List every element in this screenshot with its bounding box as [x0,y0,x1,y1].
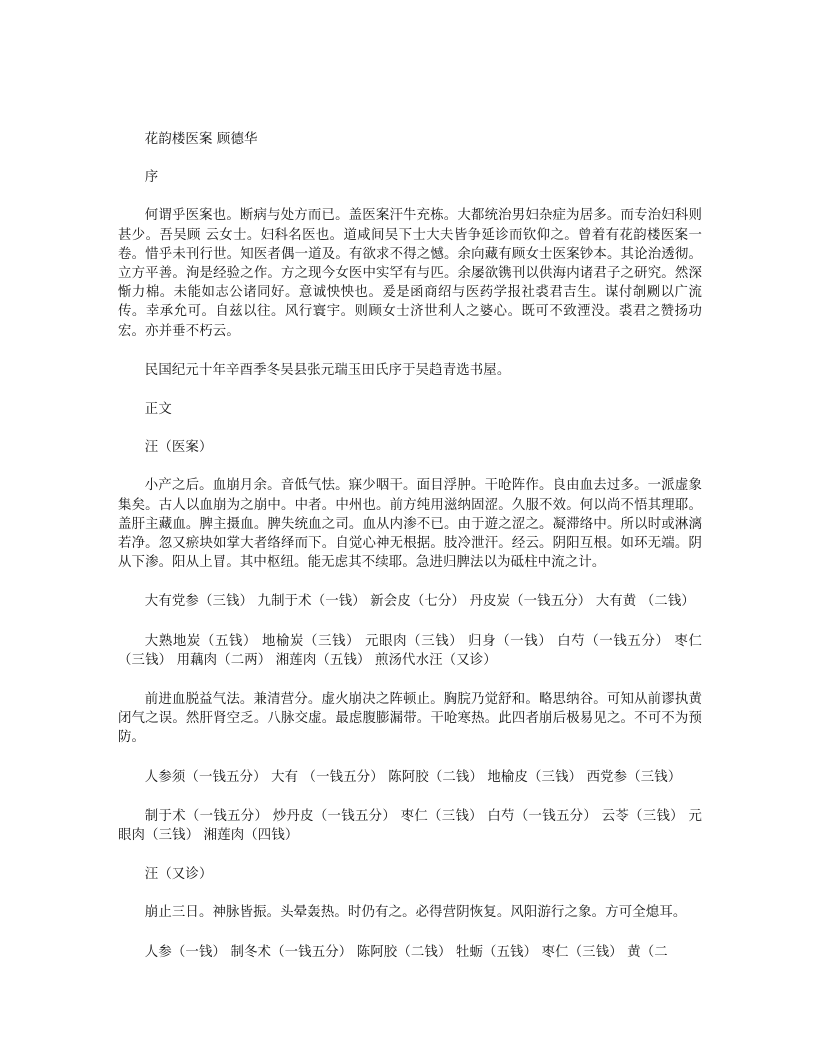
case-paragraph: 崩止三日。神脉皆振。头晕轰热。时仍有之。必得营阴恢复。风阳游行之象。方可全熄耳。 [144,905,687,921]
case-heading: 汪（又诊） [144,867,213,883]
preface-paragraph: 何谓乎医案也。断病与处方而已。盖医案汗牛充栋。大都统治男妇杂症为居多。而专治妇科则甚少。吾吴顾 云女士。妇科名医也。道咸间吴下士大夫皆争延诊而钦仰之。曾着有花韵楼医案一卷。惜乎未刊行世。知医者偶一道及。有欲求不得之憾。余向藏有顾女士医案钞本。其论治透彻。立方平善。洵是经验之作。方之现今女医中实罕有与匹。余屡欲镌刊以供海内诸君子之研究。然深惭力棉。未能如志公诸同好。意诚怏怏也。爰是函商绍与医药学报社裘君吉生。谋付剞劂以广流传。幸承允可。自兹以往。风行寰宇。则顾女士济世利人之婆心。既可不致湮没。裘君之赞扬功宏。亦并垂不朽云。 [118,208,702,339]
prescription-paragraph: 人参须（一钱五分） 大有 （一钱五分） 陈阿胶（二钱） 地榆皮（三钱） 西党参（三钱） [144,769,682,785]
case-heading: 汪（医案） [144,440,213,456]
prescription-paragraph: 大有党参（三钱） 九制于术（一钱） 新会皮（七分） 丹皮炭（一钱五分） 大有黄 （二钱） [144,594,695,610]
main-text-heading: 正文 [144,402,172,418]
prescription-paragraph: 大熟地炭（五钱） 地榆炭（三钱） 元眼肉（三钱） 归身（一钱） 白芍（一钱五分） 枣仁（三钱） 用藕肉（二两） 湘莲肉（五钱） 煎汤代水汪（又诊） [118,633,702,668]
case-paragraph: 小产之后。血崩月余。音低气怯。寐少咽干。面目浮肿。干呛阵作。良由血去过多。一派虚象集矣。古人以血崩为之崩中。中者。中州也。前方纯用滋纳固涩。久服不效。何以尚不悟其理耶。盖肝主藏血。脾主摄血。脾失统血之司。血从内渗不已。由于遊之涩之。凝滞络中。所以时或淋漓若净。忽又瘀块如掌大者络绎而下。自觉心神无根据。肢冷泄汗。经云。阴阳互根。如环无端。阴从下渗。阳从上冒。其中枢纽。能无虑其不续耶。急进归脾法以为砥柱中流之计。 [118,478,702,571]
preface-heading: 序 [144,170,159,186]
followup-paragraph: 前进血脱益气法。兼清营分。虚火崩决之阵顿止。胸脘乃觉舒和。略思纳谷。可知从前谬执黄闭气之误。然肝肾空乏。八脉交虚。最虑腹膨漏带。干呛寒热。此四者崩后极易见之。不可不为预防。 [118,692,702,746]
prescription-paragraph: 制于术（一钱五分） 炒丹皮（一钱五分） 枣仁（三钱） 白芍（一钱五分） 云苓（三钱） 元眼肉（三钱） 湘莲肉（四钱） [118,808,702,844]
book-title: 花韵楼医案 顾德华 [144,132,258,147]
prescription-paragraph: 人参（一钱） 制冬术（一钱五分） 陈阿胶（二钱） 牡蛎（五钱） 枣仁（三钱） 黄（二 [144,944,668,960]
preface-signature: 民国纪元十年辛酉季冬吴县张元瑞玉田氏序于吴趋青选书屋。 [144,362,511,378]
document-body [118,130,702,982]
